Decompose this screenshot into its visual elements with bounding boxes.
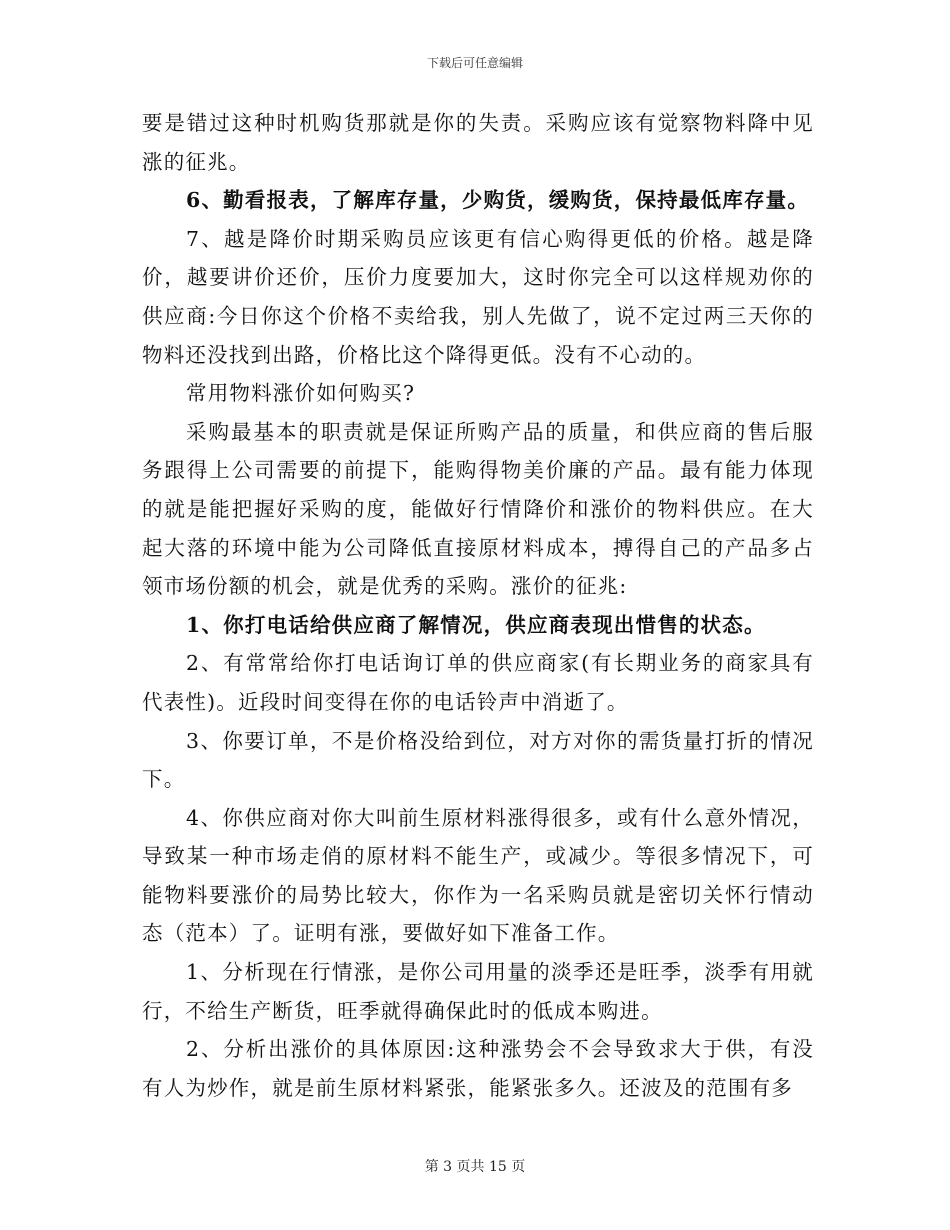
paragraph-6: 1、你打电话给供应商了解情况，供应商表现出惜售的状态。 — [186, 612, 766, 637]
paragraph-2: 6、勤看报表，了解库存量，少购货，缓购货，保持最低库存量。 — [186, 188, 810, 213]
paragraph-7: 2、有常常给你打电话询订单的供应商家(有长期业务的商家具有代表性)。近段时间变得在你的电话铃声中消逝了。 — [142, 651, 814, 714]
paragraph-9: 4、你供应商对你大叫前生原材料涨得很多，或有什么意外情况，导致某一种市场走俏的原材料不能生产，或减少。等很多情况下，可能物料要涨价的局势比较大，你作为一名采购员就是密切关怀行情动态（范本）了。证明有涨，要做好如下准备工作。 — [142, 805, 814, 946]
paragraph-11: 2、分析出涨价的具体原因:这种涨势会不会导致求大于供，有没有人为炒作，就是前生原材料紧张，能紧张多久。还波及的范围有多 — [142, 1037, 814, 1100]
paragraph-5: 采购最基本的职责就是保证所购产品的质量，和供应商的售后服务跟得上公司需要的前提下，能购得物美价廉的产品。最有能力体现的就是能把握好采购的度，能做好行情降价和涨价的物料供应。在大起大落的环境中能为公司降低直接原材料成本，搏得自己的产品多占领市场份额的机会，就是优秀的采购。涨价的征兆: — [142, 419, 814, 599]
paragraph-8: 3、你要订单，不是价格没给到位，对方对你的需货量打折的情况下。 — [142, 728, 814, 792]
paragraph-4: 常用物料涨价如何购买? — [186, 381, 416, 406]
paragraph-3: 7、越是降价时期采购员应该更有信心购得更低的价格。越是降价，越要讲价还价，压价力度要加大，这时你完全可以这样规劝你的供应商:今日你这个价格不卖给我，别人先做了，说不定过两三天你的物料还没找到出路，价格比这个降得更低。没有不心动的。 — [142, 226, 814, 367]
page-header: 下载后可任意编辑 — [426, 56, 523, 70]
paragraph-10: 1、分析现在行情涨，是你公司用量的淡季还是旺季，淡季有用就行，不给生产断货，旺季就得确保此时的低成本购进。 — [142, 960, 814, 1023]
page-footer: 第 3 页共 15 页 — [424, 1159, 526, 1175]
document-body — [142, 104, 814, 1107]
paragraph-1: 要是错过这种时机购货那就是你的失责。采购应该有觉察物料降中见涨的征兆。 — [142, 111, 814, 174]
